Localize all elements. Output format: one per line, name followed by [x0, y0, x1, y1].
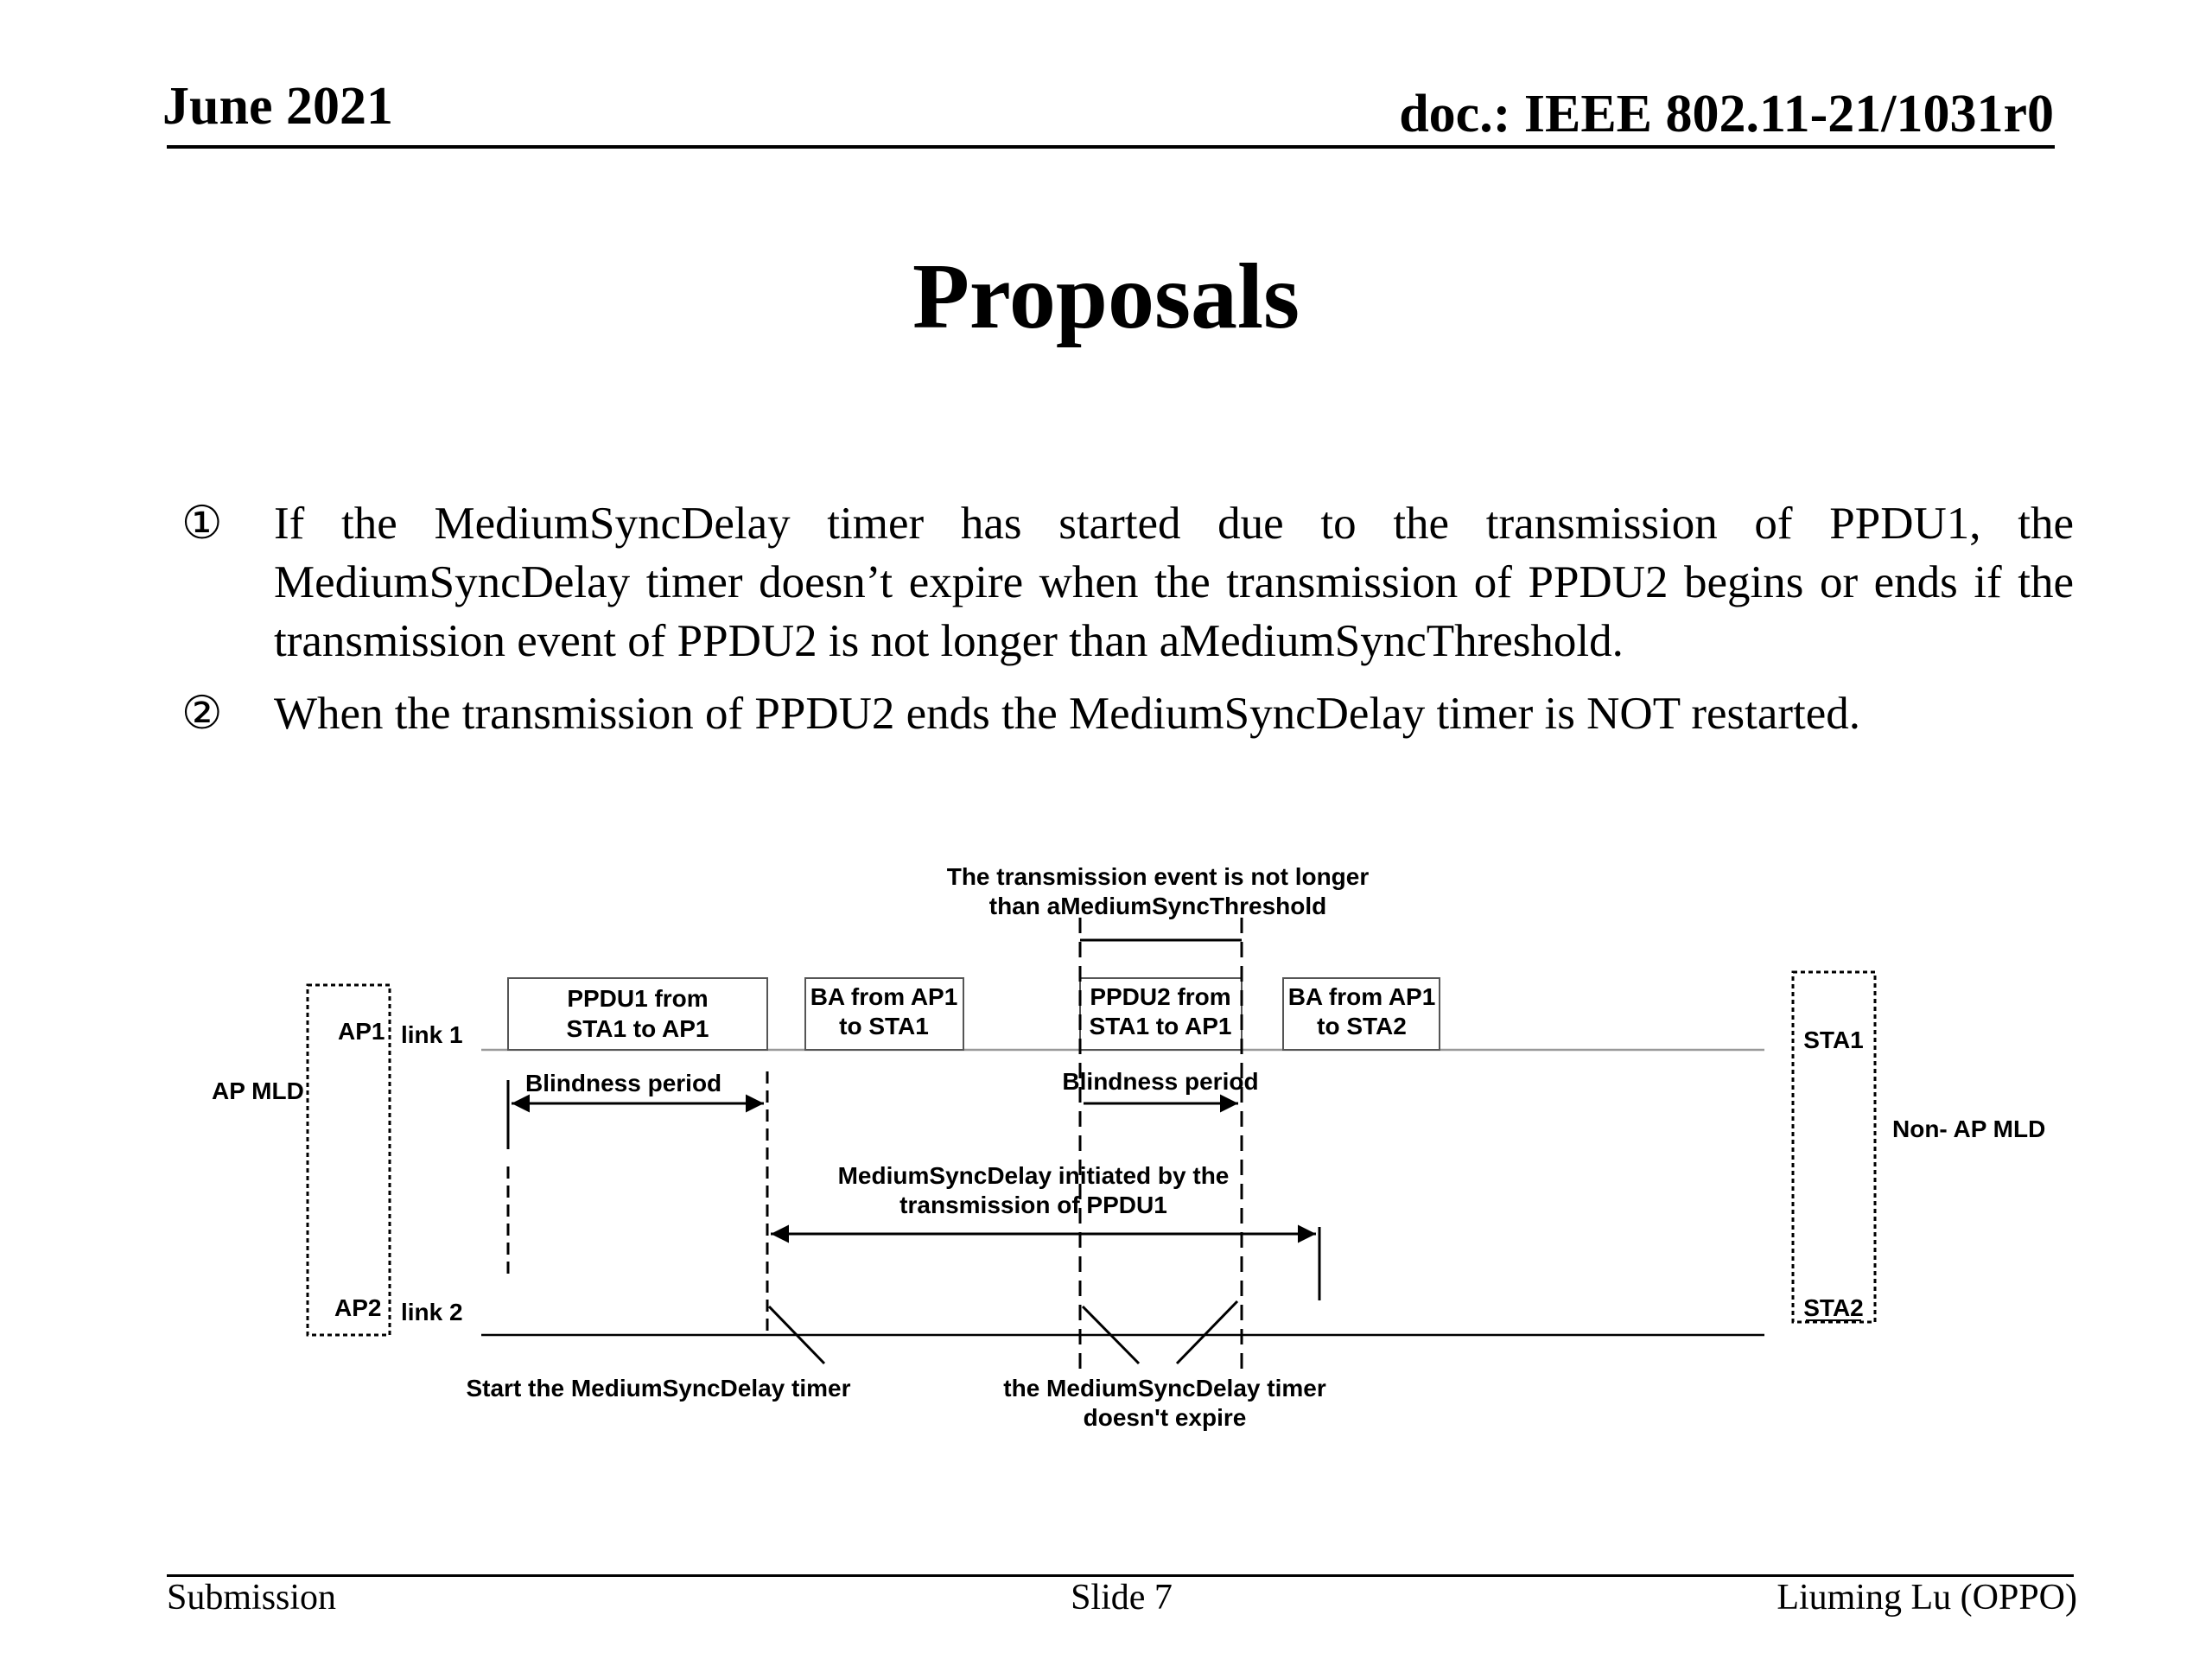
proposal-1-text: If the MediumSyncDelay timer has started due to the transmission of PPDU1, the MediumSyncDelay timer doesn’t expire when the transmission of PPDU2 begins or ends if the transmission event of PPDU2 is not longer than aMediumSyncThreshold.	[274, 499, 2074, 666]
link2-label: link 2	[401, 1299, 463, 1325]
footer-author: Liuming Lu (OPPO)	[1777, 1578, 2077, 1618]
proposal-2-text: When the transmission of PPDU2 ends the MediumSyncDelay timer is NOT restarted.	[274, 689, 1861, 739]
ppdu2-line2: STA1 to AP1	[1089, 1013, 1232, 1039]
ba1-line2: to STA1	[839, 1013, 929, 1039]
ba1-line1: BA from AP1	[810, 983, 958, 1010]
ba2-line1: BA from AP1	[1287, 983, 1436, 1010]
non-ap-mld-box	[1793, 972, 1875, 1322]
blindness-period-1-label: Blindness period	[525, 1070, 722, 1096]
ba2-line2: to STA2	[1317, 1013, 1407, 1039]
msd-label-line1: MediumSyncDelay initiated by the	[837, 1162, 1230, 1189]
ap1-label: AP1	[338, 1018, 385, 1045]
slide-title: Proposals	[912, 245, 1300, 348]
ap-mld-label: AP MLD	[212, 1077, 304, 1104]
ppdu1-line2: STA1 to AP1	[566, 1015, 709, 1042]
ppdu1-line1: PPDU1 from	[567, 985, 709, 1012]
blindness-period-2-label: Blindness period	[1062, 1068, 1259, 1095]
footer-submission: Submission	[167, 1578, 337, 1618]
header-doc-id: doc.: IEEE 802.11-21/1031r0	[1399, 85, 2054, 143]
no-expire-pointer-right	[1177, 1301, 1237, 1363]
sta1-label: STA1	[1803, 1027, 1864, 1053]
ap2-label: AP2	[334, 1294, 382, 1321]
sta2-label: STA2	[1803, 1294, 1864, 1321]
start-timer-label: Start the MediumSyncDelay timer	[466, 1375, 851, 1402]
no-expire-line1: the MediumSyncDelay timer	[1003, 1375, 1326, 1402]
link1-label: link 1	[401, 1021, 463, 1048]
ppdu2-line1: PPDU2 from	[1090, 983, 1231, 1010]
threshold-note-line1: The transmission event is not longer	[946, 863, 1370, 890]
non-ap-mld-label: Non- AP MLD	[1892, 1116, 2046, 1142]
proposal-1-marker: ①	[181, 499, 223, 549]
msd-label-line2: transmission of PPDU1	[899, 1192, 1167, 1218]
footer-slide-number: Slide 7	[1071, 1578, 1173, 1618]
no-expire-line2: doesn't expire	[1083, 1404, 1247, 1431]
threshold-note-line2: than aMediumSyncThreshold	[988, 893, 1327, 919]
proposal-2-marker: ②	[181, 689, 223, 739]
header-date: June 2021	[162, 77, 393, 136]
